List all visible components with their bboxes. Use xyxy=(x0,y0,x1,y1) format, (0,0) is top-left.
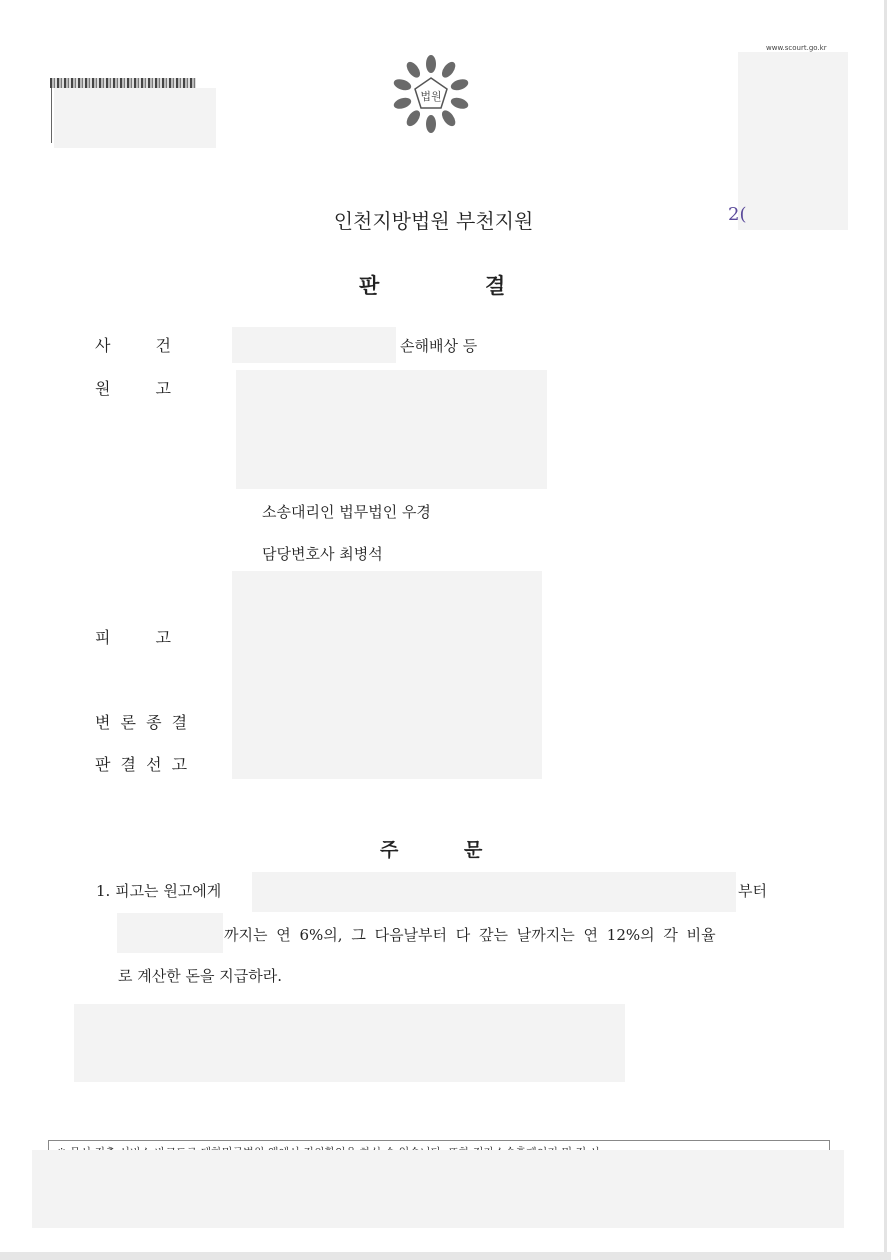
redacted-date xyxy=(117,913,223,953)
court-name: 인천지방법원 부천지원 xyxy=(333,209,534,233)
defendant-label: 피 고 xyxy=(95,628,171,647)
judgment-date-label: 판 결 선 고 xyxy=(95,755,188,774)
redacted-amount xyxy=(252,872,736,912)
title-char-2: 결 xyxy=(485,274,506,298)
stamp-number-fragment: 2( xyxy=(728,204,747,225)
order-line3: 로 계산한 돈을 지급하라. xyxy=(118,967,282,985)
website-url: www.scourt.go.kr xyxy=(766,44,827,52)
barcode-strip xyxy=(50,78,196,88)
order-line2: 까지는 연 6%의, 그 다음날부터 다 갚는 날까지는 연 12%의 각 비율 xyxy=(224,926,716,944)
counsel-attorney: 담당변호사 최병석 xyxy=(262,545,383,563)
redacted-barcode xyxy=(54,88,216,148)
redacted-plaintiff xyxy=(236,370,547,489)
redacted-order-items xyxy=(74,1004,625,1082)
barcode-edge-line xyxy=(51,88,52,143)
redacted-footer xyxy=(32,1150,844,1228)
page-bottom-edge xyxy=(0,1252,891,1260)
case-label: 사 건 xyxy=(95,336,171,355)
case-value: 손해배상 등 xyxy=(400,337,478,355)
order-line1-prefix: 1. 피고는 원고에게 xyxy=(96,882,222,900)
order-title-char-2: 문 xyxy=(464,839,483,861)
order-line1-suffix: 부터 xyxy=(738,882,767,900)
title-char-1: 판 xyxy=(359,274,380,298)
redacted-defendant-and-dates xyxy=(232,571,542,779)
counsel-firm: 소송대리인 법무법인 우경 xyxy=(262,503,431,521)
redacted-stamp-area xyxy=(738,52,848,230)
court-emblem-icon xyxy=(392,52,470,134)
order-title-char-1: 주 xyxy=(380,839,399,861)
argument-end-label: 변 론 종 결 xyxy=(95,713,188,732)
plaintiff-label: 원 고 xyxy=(95,379,171,398)
page-right-edge xyxy=(884,0,887,1260)
emblem-text: 법원 xyxy=(420,90,442,103)
redacted-case-number xyxy=(232,327,396,363)
